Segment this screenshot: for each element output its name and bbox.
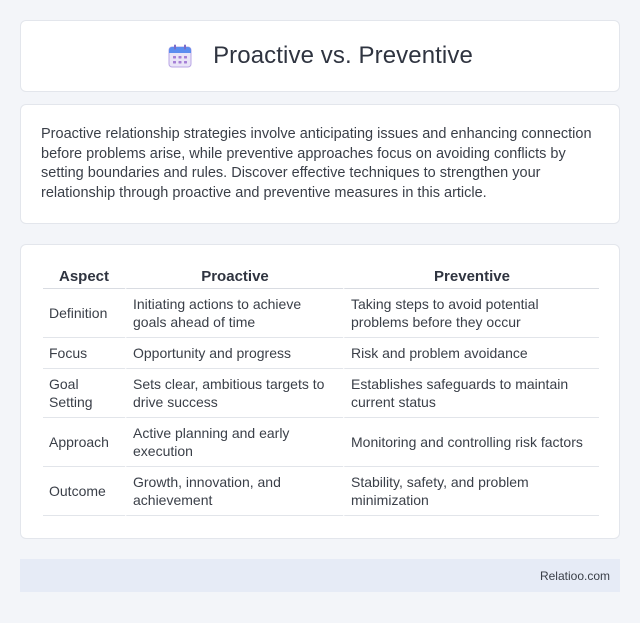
cell-proactive: Initiating actions to achieve goals ahead of time [125,289,343,338]
cell-preventive: Establishes safeguards to maintain current status [343,369,599,418]
intro-card [20,104,620,224]
cell-aspect: Outcome [43,467,125,516]
cell-aspect: Approach [43,418,125,467]
title-wrap [167,42,473,70]
cell-preventive: Taking steps to avoid potential problems before they occur [343,289,599,338]
cell-proactive: Sets clear, ambitious targets to drive success [125,369,343,418]
page-title: Proactive vs. Preventive [213,42,473,69]
table-row [43,289,599,338]
cell-proactive: Growth, innovation, and achievement [125,467,343,516]
header-proactive: Proactive [125,265,343,289]
footer [20,559,620,592]
cell-preventive: Stability, safety, and problem minimization [343,467,599,516]
table-row [43,418,599,467]
footer-brand: Relatioo.com [539,568,610,583]
cell-proactive: Opportunity and progress [125,338,343,369]
header-preventive: Preventive [343,265,599,289]
cell-aspect: Goal Setting [43,369,125,418]
header-aspect: Aspect [43,265,125,289]
intro-text: Proactive relationship strategies involve anticipating issues and enhancing connection before problems arise, while preventive approaches focus on avoiding conflicts by setting boundaries and rules. Discover effective techniques to strengthen your relationship through proactive and preventive measures in this article. [41,126,592,201]
cell-aspect: Focus [43,338,125,369]
cell-preventive: Risk and problem avoidance [343,338,599,369]
cell-aspect: Definition [43,289,125,338]
calendar-icon [167,43,193,69]
comparison-table [43,265,599,516]
cell-preventive: Monitoring and controlling risk factors [343,418,599,467]
cell-proactive: Active planning and early execution [125,418,343,467]
comparison-card [20,244,620,539]
table-header-row [43,265,599,289]
table-row [43,369,599,418]
table-row [43,467,599,516]
table-row [43,338,599,369]
title-card [20,20,620,92]
